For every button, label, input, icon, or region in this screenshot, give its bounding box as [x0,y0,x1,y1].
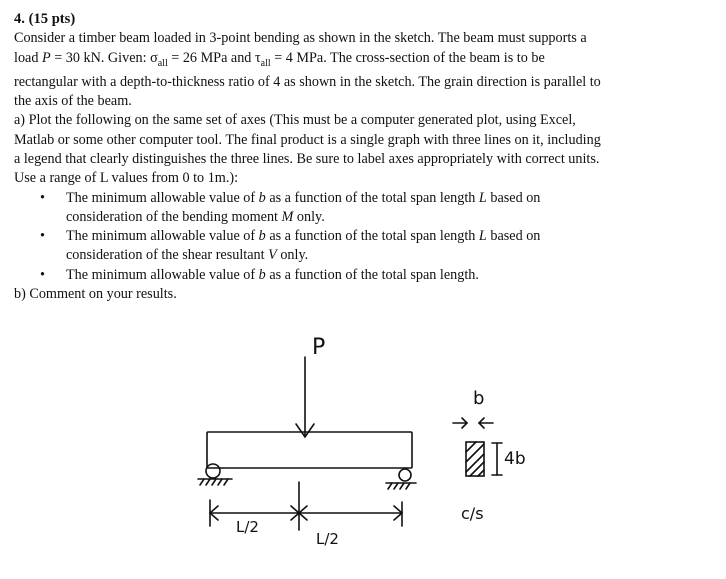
intro-line-3: rectangular with a depth-to-thickness ratio of 4 as shown in the sketch. The grain direction is parallel to [14,73,601,90]
cross-section-hatch [466,442,484,476]
problem-number: 4. (15 pts) [14,11,76,27]
left-support-hatch [200,479,228,485]
left-support-pin [206,464,220,478]
beam-body [207,432,412,468]
bullet-dot: • [40,228,45,245]
bullet-item-3: • The minimum allowable value of b as a function of the total span length. [14,266,714,285]
right-support-roller [399,469,411,481]
part-b-line: b) Comment on your results. [14,285,177,302]
part-a-line-4: Use a range of L values from 0 to 1m.): [14,170,239,187]
bullet-dot: • [40,266,45,283]
part-a-line-2: Matlab or some other computer tool. The final product is a single graph with three lines on it, including [14,131,601,148]
intro-line-4: the axis of the beam. [14,93,132,110]
thickness-label: b [473,388,485,409]
part-a-line-1: a) Plot the following on the same set of axes (This must be a computer generated plot, using Excel, [14,112,576,129]
section-label: c/s [461,504,484,523]
half-span-left-label: L/2 [236,518,259,536]
intro-line-1: Consider a timber beam loaded in 3-point bending as shown in the sketch. The beam must supports a [14,30,587,47]
bullet-dot: • [40,189,45,206]
half-span-right-label: L/2 [316,530,339,548]
bullet-item-1: • The minimum allowable value of b as a function of the total span length L based on consideration of the bending moment M only. [40,189,541,225]
part-a-line-3: a legend that clearly distinguishes the three lines. Be sure to label axes appropriately with correct units. [14,150,600,167]
load-label: P [312,335,326,360]
depth-label: 4b [504,449,526,469]
bullet-item-2: • The minimum allowable value of b as a function of the total span length L based on consideration of the shear resultant V only. [40,228,541,264]
right-support-hatch [388,483,410,489]
intro-line-2: load P = 30 kN. Given: $\sigma_{all} = 26$ MPa and $\tau_{all} = 4$ MPa. The cross-section of the beam is to be [14,49,545,69]
